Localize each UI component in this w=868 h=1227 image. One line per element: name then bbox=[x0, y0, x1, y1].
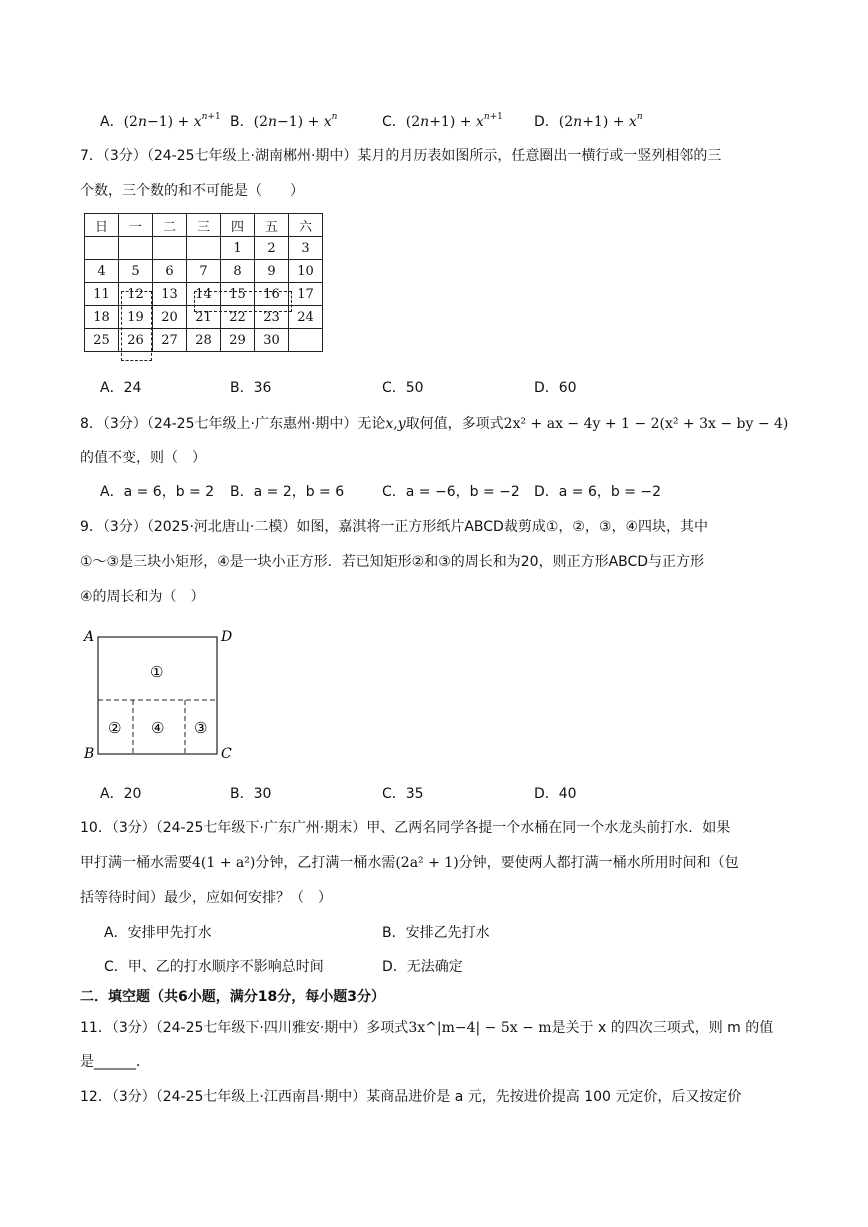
calendar-table bbox=[84, 213, 323, 352]
q10-stem-line2: 甲打满一桶水需要4(1 + a²)分钟，乙打满一桶水需(2a² + 1)分钟，要使两人都打满一桶水所用时间和（包 bbox=[80, 855, 739, 871]
vertex-b-label: B bbox=[84, 746, 95, 762]
calendar-cell: 27 bbox=[153, 329, 187, 352]
q9-option-a: A．20 bbox=[100, 786, 142, 802]
calendar-cell: 11 bbox=[85, 283, 119, 306]
calendar-cell: 14 bbox=[187, 283, 221, 306]
calendar-cell: 3 bbox=[289, 237, 323, 260]
q10-stem-line1: 10．（3分）（24-25七年级下·广东广州·期末）甲、乙两名同学各提一个水桶在同一个水龙头前打水．如果 bbox=[80, 820, 731, 836]
calendar-cell bbox=[153, 237, 187, 260]
calendar-cell: 29 bbox=[221, 329, 255, 352]
calendar-cell: 4 bbox=[85, 260, 119, 283]
calendar-cell: 13 bbox=[153, 283, 187, 306]
calendar-cell: 10 bbox=[289, 260, 323, 283]
calendar-cell: 24 bbox=[289, 306, 323, 329]
q8-stem-line2: 的值不变，则（ ） bbox=[80, 450, 206, 466]
square-cut-figure bbox=[80, 625, 250, 770]
q10-stem-line3: 括等待时间）最少，应如何安排？（ ） bbox=[80, 890, 332, 906]
calendar-cell: 21 bbox=[187, 306, 221, 329]
q9-stem-line3: ④的周长和为（ ） bbox=[80, 589, 205, 605]
q8-option-b: B．a = 2，b = 6 bbox=[230, 484, 345, 500]
q11-stem-line1: 11．（3分）（24-25七年级下·四川雅安·期中）多项式3x^|m−4| − 5x − m是关于 x 的四次三项式，则 m 的值 bbox=[80, 1020, 774, 1036]
calendar-cell: 16 bbox=[255, 283, 289, 306]
calendar-cell: 30 bbox=[255, 329, 289, 352]
calendar-cell: 1 bbox=[221, 237, 255, 260]
q6-option-a: A．$(2n-1) + x^{n+1}$ bbox=[100, 112, 221, 130]
q8-option-a: A．a = 6，b = 2 bbox=[100, 484, 215, 500]
vertex-a-label: A bbox=[84, 629, 95, 645]
q9-stem-line1: 9．（3分）（2025·河北唐山·二模）如图，嘉淇将一正方形纸片ABCD裁剪成①，②，③，④四块，其中 bbox=[80, 519, 709, 535]
region-3-label: ③ bbox=[194, 719, 208, 737]
q7-option-a: A．24 bbox=[100, 380, 142, 396]
calendar-cell: 22 bbox=[221, 306, 255, 329]
calendar-cell: 12 bbox=[119, 283, 153, 306]
q10-option-c: C．甲、乙的打水顺序不影响总时间 bbox=[104, 959, 324, 975]
calendar-cell: 18 bbox=[85, 306, 119, 329]
q9-option-b: B．30 bbox=[230, 786, 272, 802]
calendar-cell: 9 bbox=[255, 260, 289, 283]
calendar-header-cell: 六 bbox=[289, 214, 323, 237]
calendar-cell: 15 bbox=[221, 283, 255, 306]
q9-option-c: C．35 bbox=[382, 786, 424, 802]
calendar-header-cell: 三 bbox=[187, 214, 221, 237]
region-2-label: ② bbox=[108, 719, 122, 737]
vertex-c-label: C bbox=[221, 746, 232, 762]
calendar-header-cell: 二 bbox=[153, 214, 187, 237]
calendar-cell: 20 bbox=[153, 306, 187, 329]
calendar-horizontal-selection bbox=[194, 291, 292, 312]
q8-option-d: D．a = 6，b = −2 bbox=[534, 484, 662, 500]
q6-option-c: C．$(2n+1) + x^{n+1}$ bbox=[382, 112, 503, 130]
calendar-cell bbox=[119, 237, 153, 260]
region-4-label: ④ bbox=[151, 719, 165, 737]
calendar-header-cell: 一 bbox=[119, 214, 153, 237]
q8-option-c: C．a = −6，b = −2 bbox=[382, 484, 520, 500]
calendar-cell: 19 bbox=[119, 306, 153, 329]
calendar-cell: 23 bbox=[255, 306, 289, 329]
calendar-header-cell: 四 bbox=[221, 214, 255, 237]
q8-stem-line1: 8．（3分）（24-25七年级上·广东惠州·期中）无论x,y取何值，多项式2x² + ax − 4y + 1 − 2(x² + 3x − by − 4) bbox=[80, 416, 789, 432]
calendar-vertical-selection bbox=[121, 291, 152, 361]
calendar-cell: 5 bbox=[119, 260, 153, 283]
section-2-heading: 二．填空题（共6小题，满分18分，每小题3分） bbox=[80, 989, 385, 1005]
calendar-header-cell: 日 bbox=[85, 214, 119, 237]
calendar-cell: 25 bbox=[85, 329, 119, 352]
calendar-cell: 26 bbox=[119, 329, 153, 352]
calendar-header-cell: 五 bbox=[255, 214, 289, 237]
calendar-cell bbox=[187, 237, 221, 260]
q6-option-d: D．$(2n+1) + x^n$ bbox=[534, 112, 643, 130]
q7-stem-line2: 个数，三个数的和不可能是（ ） bbox=[80, 183, 304, 199]
q12-stem-line1: 12．（3分）（24-25七年级上·江西南昌·期中）某商品进价是 a 元，先按进价提高 100 元定价，后又按定价 bbox=[80, 1089, 742, 1105]
q7-option-c: C．50 bbox=[382, 380, 424, 396]
calendar-cell: 8 bbox=[221, 260, 255, 283]
q7-option-d: D．60 bbox=[534, 380, 577, 396]
q10-option-b: B．安排乙先打水 bbox=[382, 925, 490, 941]
calendar-cell: 6 bbox=[153, 260, 187, 283]
q7-option-b: B．36 bbox=[230, 380, 272, 396]
q7-stem-line1: 7．（3分）（24-25七年级上·湖南郴州·期中）某月的月历表如图所示，任意圈出一横行或一竖列相邻的三 bbox=[80, 148, 722, 164]
q10-option-a: A．安排甲先打水 bbox=[104, 925, 212, 941]
region-1-label: ① bbox=[150, 663, 164, 681]
q11-stem-line2: 是______． bbox=[80, 1054, 150, 1070]
q10-option-d: D．无法确定 bbox=[382, 959, 463, 975]
vertex-d-label: D bbox=[221, 629, 233, 645]
calendar-cell: 28 bbox=[187, 329, 221, 352]
calendar-cell: 7 bbox=[187, 260, 221, 283]
q9-stem-line2: ①～③是三块小矩形，④是一块小正方形．若已知矩形②和③的周长和为20，则正方形ABCD与正方形 bbox=[80, 554, 705, 570]
q6-option-b: B．$(2n-1) + x^n$ bbox=[230, 112, 338, 130]
calendar-cell: 17 bbox=[289, 283, 323, 306]
calendar-cell bbox=[85, 237, 119, 260]
q9-option-d: D．40 bbox=[534, 786, 577, 802]
calendar-cell: 2 bbox=[255, 237, 289, 260]
calendar-cell bbox=[289, 329, 323, 352]
